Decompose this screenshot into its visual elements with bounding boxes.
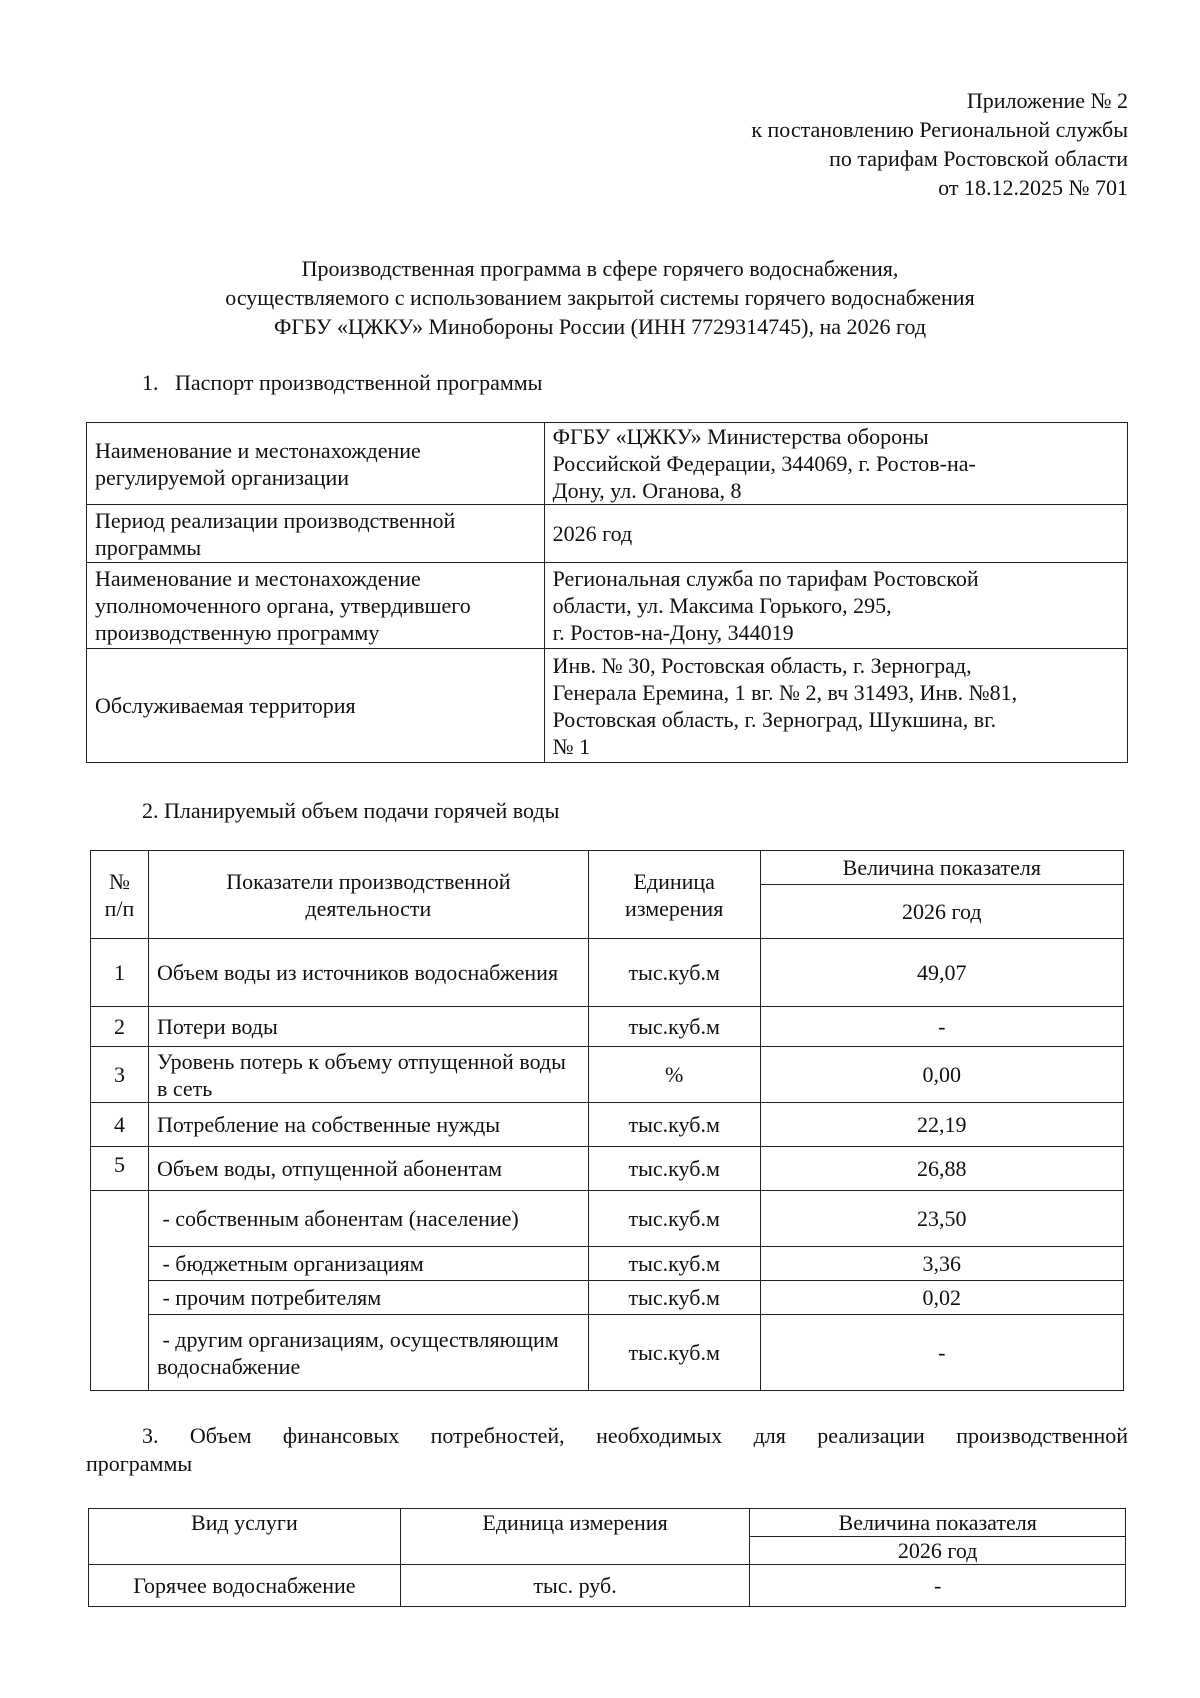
passport-value (544, 649, 1127, 763)
row-value: 22,19 (760, 1103, 1123, 1147)
passport-label: Наименование и местонахождение уполномоченного органа, утвердившего производственную программу (87, 563, 545, 649)
passport-label: Обслуживаемая территория (87, 649, 545, 763)
row-value: 49,07 (760, 939, 1123, 1007)
value-line: ФГБУ «ЦЖКУ» Министерства обороны (552, 424, 929, 449)
row-num: 5 (91, 1147, 149, 1191)
empty-num-cell (91, 1191, 149, 1391)
subrow-value: 23,50 (760, 1191, 1123, 1247)
table-row (91, 1147, 1124, 1191)
table-row (91, 939, 1124, 1007)
row-num: 4 (91, 1103, 149, 1147)
subrow-value: 0,02 (760, 1281, 1123, 1315)
table-subrow (91, 1247, 1124, 1281)
title-line: осуществляемого с использованием закрытой системы горячего водоснабжения (225, 285, 975, 310)
appendix-block (751, 86, 1128, 202)
table-row (91, 1047, 1124, 1103)
passport-value (544, 563, 1127, 649)
subrow-value: - (760, 1315, 1123, 1391)
value-line: области, ул. Максима Горького, 295, (552, 593, 892, 618)
col-header-year: 2026 год (760, 885, 1123, 939)
row-unit: тыс.куб.м (588, 939, 760, 1007)
row-unit: тыс.куб.м (588, 1147, 760, 1191)
section2-heading: 2. Планируемый объем подачи горячей воды (142, 798, 560, 823)
passport-value (544, 423, 1127, 505)
value-line: Дону, ул. Оганова, 8 (552, 478, 742, 503)
subrow-value: 3,36 (760, 1247, 1123, 1281)
table-row (87, 563, 1128, 649)
value-line: Генерала Еремина, 1 вг. № 2, вч 31493, Инв. №81, (552, 679, 1018, 705)
title-line: ФГБУ «ЦЖКУ» Минобороны России (ИНН 7729314745), на 2026 год (273, 314, 927, 339)
row-num: 1 (91, 939, 149, 1007)
table-row (87, 649, 1128, 763)
row-num: 3 (91, 1047, 149, 1103)
appendix-line: к постановлению Региональной службы (751, 117, 1128, 142)
appendix-line: по тарифам Ростовской области (829, 146, 1128, 171)
col-header-unit: Единица измерения (400, 1509, 750, 1565)
col-header-value: Величина показателя (750, 1509, 1126, 1537)
col-header-unit: Единица измерения (588, 851, 760, 939)
section3-heading-line: программы (86, 1451, 193, 1476)
row-value: - (760, 1007, 1123, 1047)
table-row (91, 1103, 1124, 1147)
table-header-row (89, 1509, 1126, 1537)
table-subrow (91, 1191, 1124, 1247)
row-unit: % (588, 1047, 760, 1103)
subrow-indicator: - прочим потребителям (148, 1281, 588, 1315)
passport-label: Наименование и местонахождение регулируемой организации (87, 423, 545, 505)
table-subrow (91, 1315, 1124, 1391)
row-value: 0,00 (760, 1047, 1123, 1103)
col-header-year: 2026 год (750, 1537, 1126, 1565)
row-indicator: Потребление на собственные нужды (148, 1103, 588, 1147)
subrow-unit: тыс.куб.м (588, 1281, 760, 1315)
table-row (89, 1565, 1126, 1607)
water-volume-table (90, 850, 1124, 1391)
subrow-unit: тыс.куб.м (588, 1315, 760, 1391)
section1-heading: 1. Паспорт производственной программы (142, 370, 543, 395)
subrow-unit: тыс.куб.м (588, 1191, 760, 1247)
section3-heading (86, 1422, 1128, 1478)
value-line: 2026 год (552, 521, 633, 546)
row-num: 2 (91, 1007, 149, 1047)
col-header-indicator: Показатели производственной деятельности (148, 851, 588, 939)
financial-needs-table (88, 1508, 1126, 1607)
row-indicator: Уровень потерь к объему отпущенной воды в сеть (148, 1047, 588, 1103)
table-header-row (91, 851, 1124, 885)
table-row (87, 505, 1128, 563)
title-line: Производственная программа в сфере горячего водоснабжения, (301, 256, 899, 281)
row-unit: тыс.куб.м (588, 1103, 760, 1147)
value-line: г. Ростов-на-Дону, 344019 (552, 620, 794, 645)
row-indicator: Потери воды (148, 1007, 588, 1047)
document-title (0, 254, 1200, 341)
table-row (87, 423, 1128, 505)
passport-label: Период реализации производственной программы (87, 505, 545, 563)
passport-table (86, 422, 1128, 763)
appendix-line: Приложение № 2 (966, 88, 1128, 113)
table-row (91, 1007, 1124, 1047)
subrow-indicator: - бюджетным организациям (148, 1247, 588, 1281)
section3-heading-line: 3. Объем финансовых потребностей, необходимых для реализации производственной (142, 1423, 1128, 1448)
col-header-service: Вид услуги (89, 1509, 401, 1565)
row-unit: тыс. руб. (400, 1565, 750, 1607)
row-indicator: Объем воды, отпущенной абонентам (148, 1147, 588, 1191)
row-service: Горячее водоснабжение (89, 1565, 401, 1607)
value-line: Ростовская область, г. Зерноград, Шукшина, вг. (552, 706, 997, 732)
table-subrow (91, 1281, 1124, 1315)
row-unit: тыс.куб.м (588, 1007, 760, 1047)
col-header-value: Величина показателя (760, 851, 1123, 885)
value-line: Инв. № 30, Ростовская область, г. Зерноград, (552, 652, 972, 678)
value-line: Региональная служба по тарифам Ростовской (552, 566, 979, 591)
appendix-line: от 18.12.2025 № 701 (938, 175, 1128, 200)
row-value: 26,88 (760, 1147, 1123, 1191)
value-line: Российской Федерации, 344069, г. Ростов-на- (552, 451, 976, 476)
value-line: № 1 (552, 733, 591, 759)
row-indicator: Объем воды из источников водоснабжения (148, 939, 588, 1007)
subrow-indicator: - собственным абонентам (население) (148, 1191, 588, 1247)
passport-value (544, 505, 1127, 563)
row-value: - (750, 1565, 1126, 1607)
subrow-indicator: - другим организациям, осуществляющим водоснабжение (148, 1315, 588, 1391)
subrow-unit: тыс.куб.м (588, 1247, 760, 1281)
col-header-num: № п/п (91, 851, 149, 939)
